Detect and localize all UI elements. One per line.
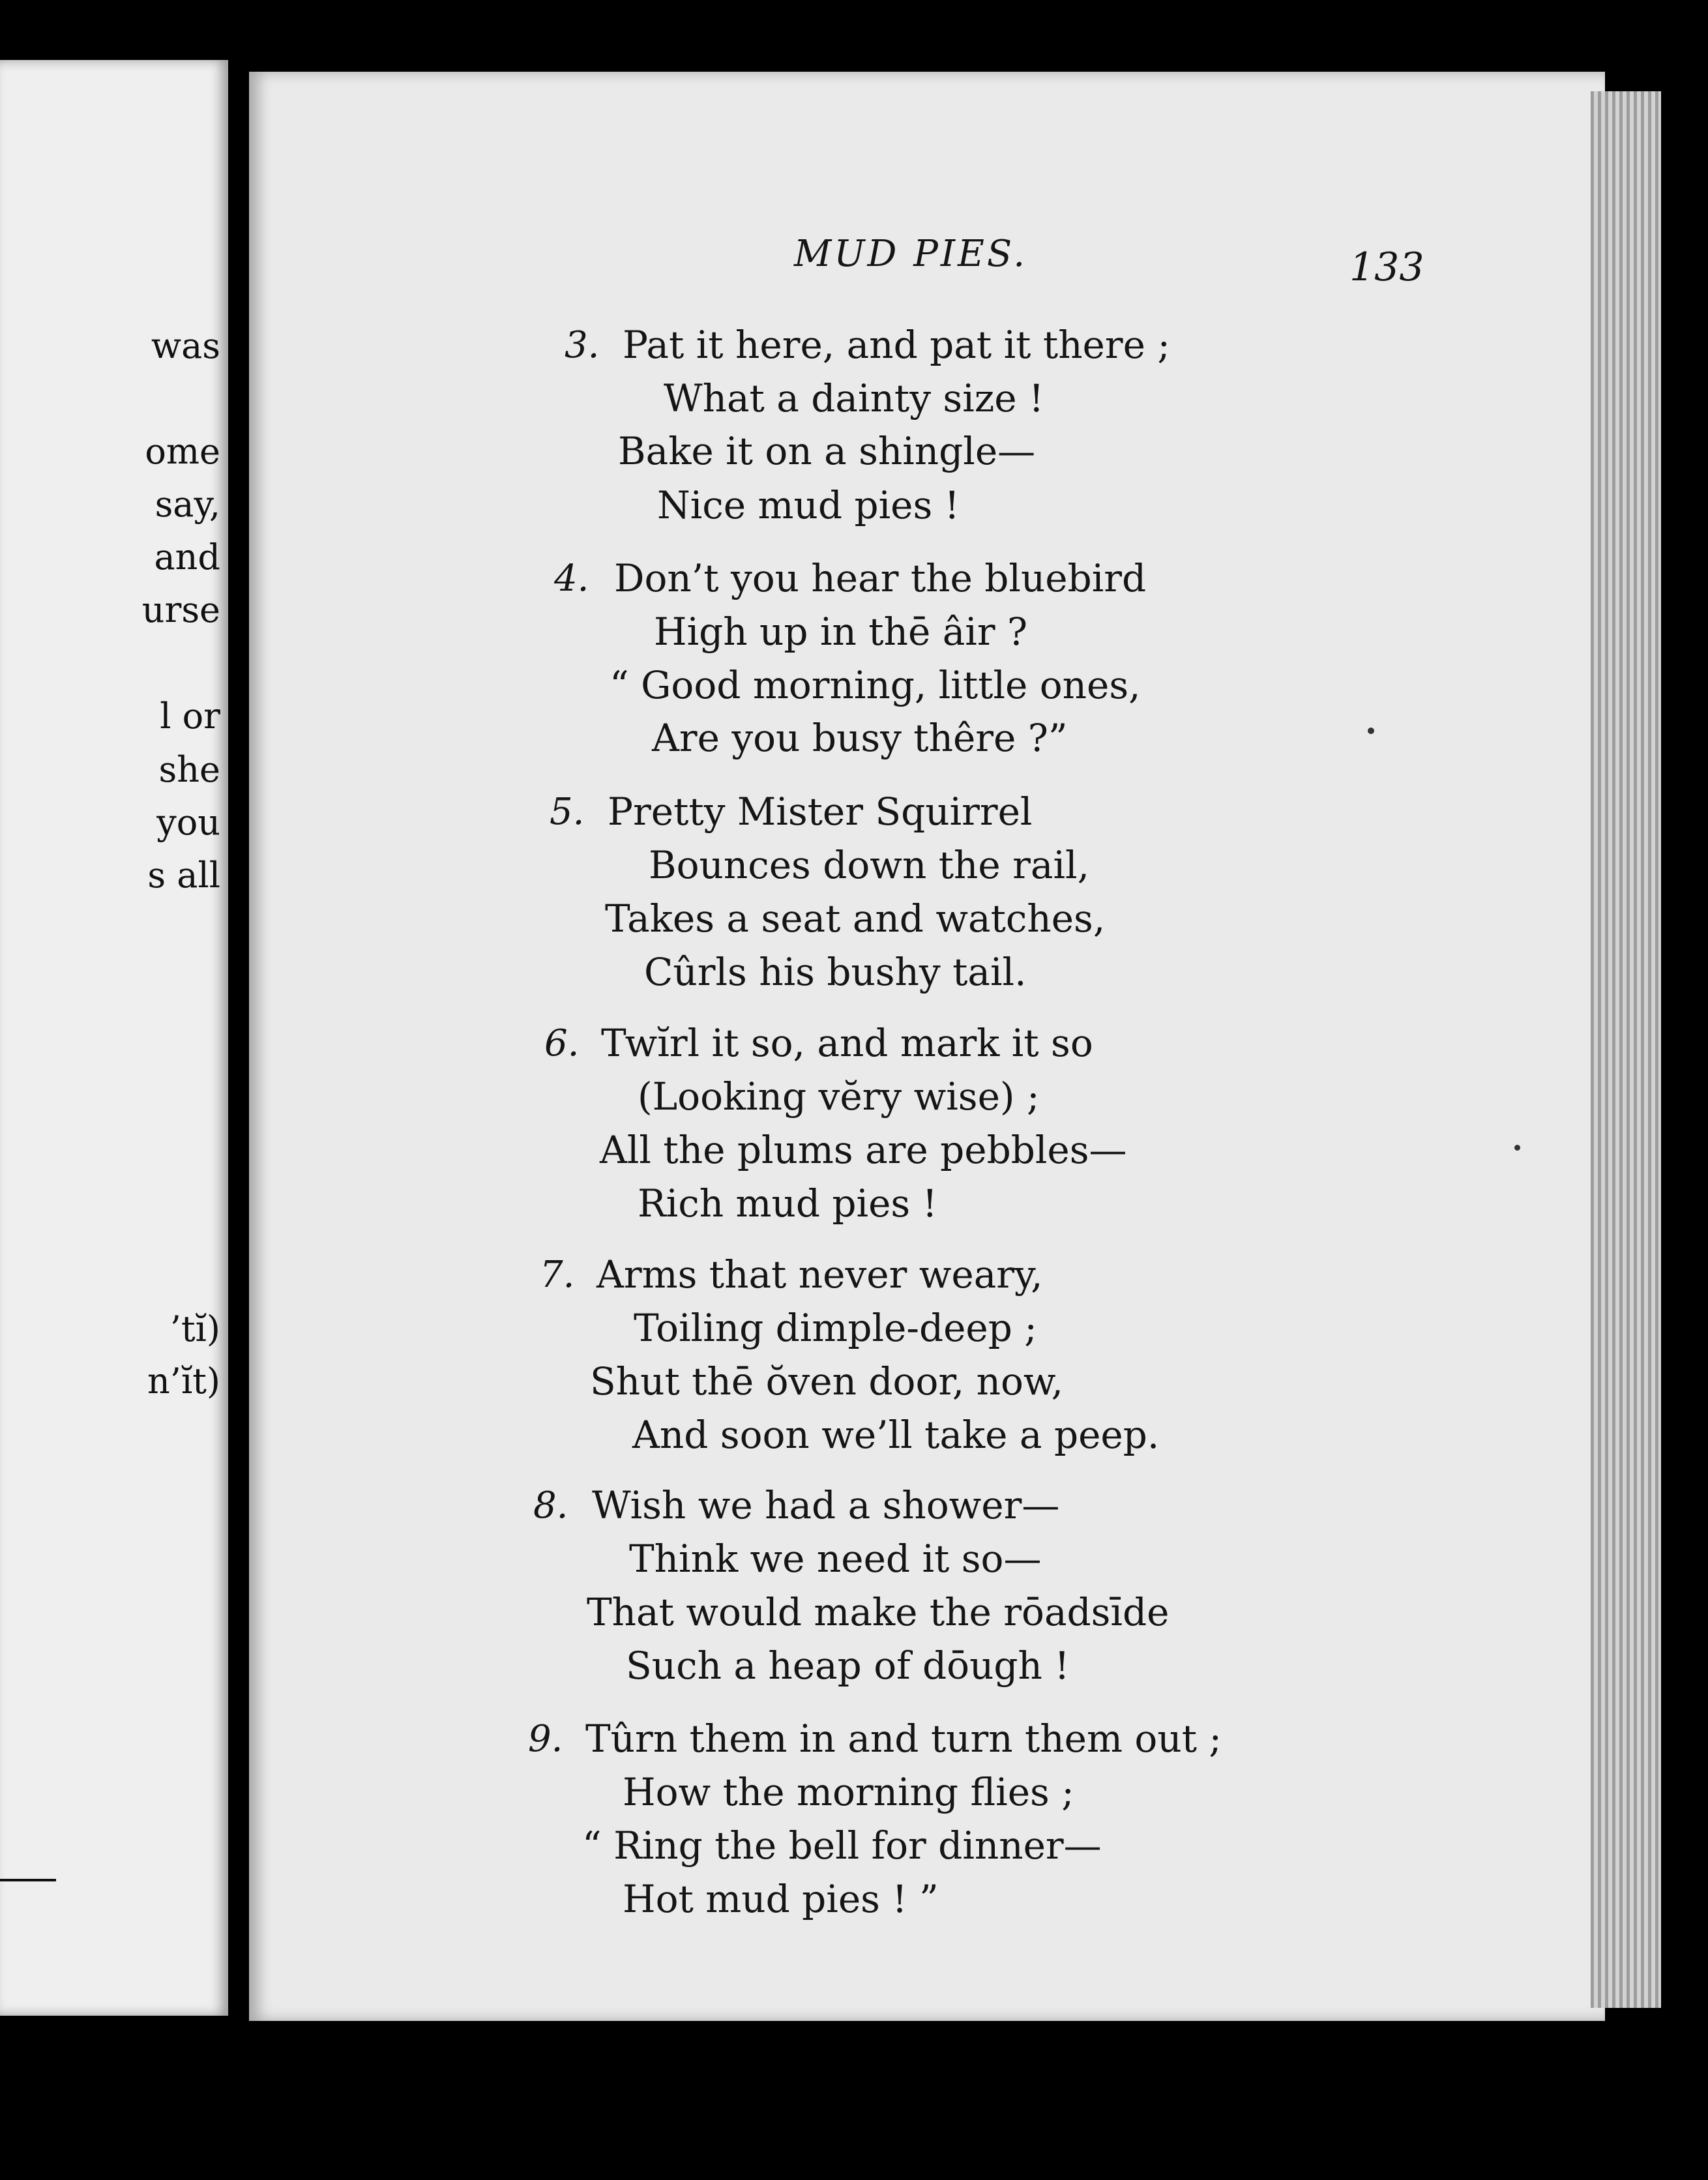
verse-line: Nice mud pies ! (657, 483, 960, 527)
page-edges (1591, 91, 1661, 2008)
verse-line: That would make the rōadsīde (587, 1590, 1170, 1634)
stanza-number: 3. (565, 324, 600, 366)
stanza-number: 8. (533, 1484, 568, 1527)
verse-line: Cûrls his bushy tail. (644, 950, 1027, 994)
stanza-number: 4. (554, 557, 589, 600)
verse-line: Bake it on a shingle— (618, 429, 1036, 473)
verse-line: What a dainty size ! (664, 376, 1044, 420)
left-page-fragment: and (154, 537, 220, 578)
verse-line: Hot mud pies ! ” (623, 1877, 939, 1921)
verse-line: How the morning flies ; (623, 1770, 1074, 1814)
verse-line: Toiling dimple-deep ; (634, 1306, 1037, 1350)
verse-line: All the plums are pebbles— (600, 1128, 1127, 1172)
verse-line: High up in thē âir ? (654, 610, 1028, 654)
dust-speck (1514, 1145, 1520, 1151)
verse-line: Think we need it so— (629, 1537, 1042, 1581)
left-page-fragment: n’ĭt) (147, 1361, 220, 1402)
left-page-fragment: l or (160, 696, 220, 737)
verse-line: Bounces down the rail, (649, 843, 1090, 887)
stanza-number: 6. (544, 1022, 580, 1065)
verse-line: Such a heap of dōugh ! (626, 1643, 1070, 1688)
dust-speck (1368, 728, 1374, 734)
verse-line: “ Ring the bell for dinner— (582, 1823, 1102, 1868)
verse-line: Pat it here, and pat it there ; (623, 323, 1170, 367)
left-page-fragment: was (151, 325, 220, 366)
verse-line: And soon we’ll take a peep. (632, 1413, 1160, 1457)
left-page-fragment: urse (141, 589, 220, 630)
stanza-number: 7. (540, 1254, 575, 1296)
verse-line: Arms that never weary, (596, 1252, 1043, 1297)
stanza-number: 9. (528, 1718, 563, 1760)
left-page-fragment: you (156, 802, 220, 843)
verse-line: Rich mud pies ! (638, 1181, 937, 1226)
stanza-number: 5. (550, 791, 585, 833)
verse-line: Shut thē ŏven door, now, (590, 1359, 1064, 1404)
verse-line: “ Good morning, little ones, (610, 663, 1141, 707)
verse-line: Wish we had a shower— (592, 1483, 1060, 1527)
verse-line: Takes a seat and watches, (605, 896, 1106, 941)
verse-line: Twĭrl it so, and mark it so (601, 1021, 1093, 1065)
left-page-fragment: s all (147, 855, 220, 896)
left-page-fragment: ome (145, 431, 220, 472)
left-page (0, 60, 228, 2016)
running-head: MUD PIES. (794, 233, 1028, 275)
left-page-fragment: she (158, 749, 220, 790)
section-rule (0, 1879, 56, 1881)
left-page-fragment: say, (155, 484, 220, 525)
verse-line: Pretty Mister Squirrel (608, 789, 1033, 834)
left-page-fragment: ’tĭ) (169, 1308, 220, 1349)
verse-line: Don’t you hear the bluebird (614, 556, 1147, 600)
page-number: 133 (1349, 244, 1424, 290)
verse-line: Are you busy thêre ?” (652, 716, 1068, 760)
verse-line: (Looking vĕry wise) ; (638, 1074, 1040, 1119)
verse-line: Tûrn them in and turn them out ; (585, 1716, 1222, 1761)
